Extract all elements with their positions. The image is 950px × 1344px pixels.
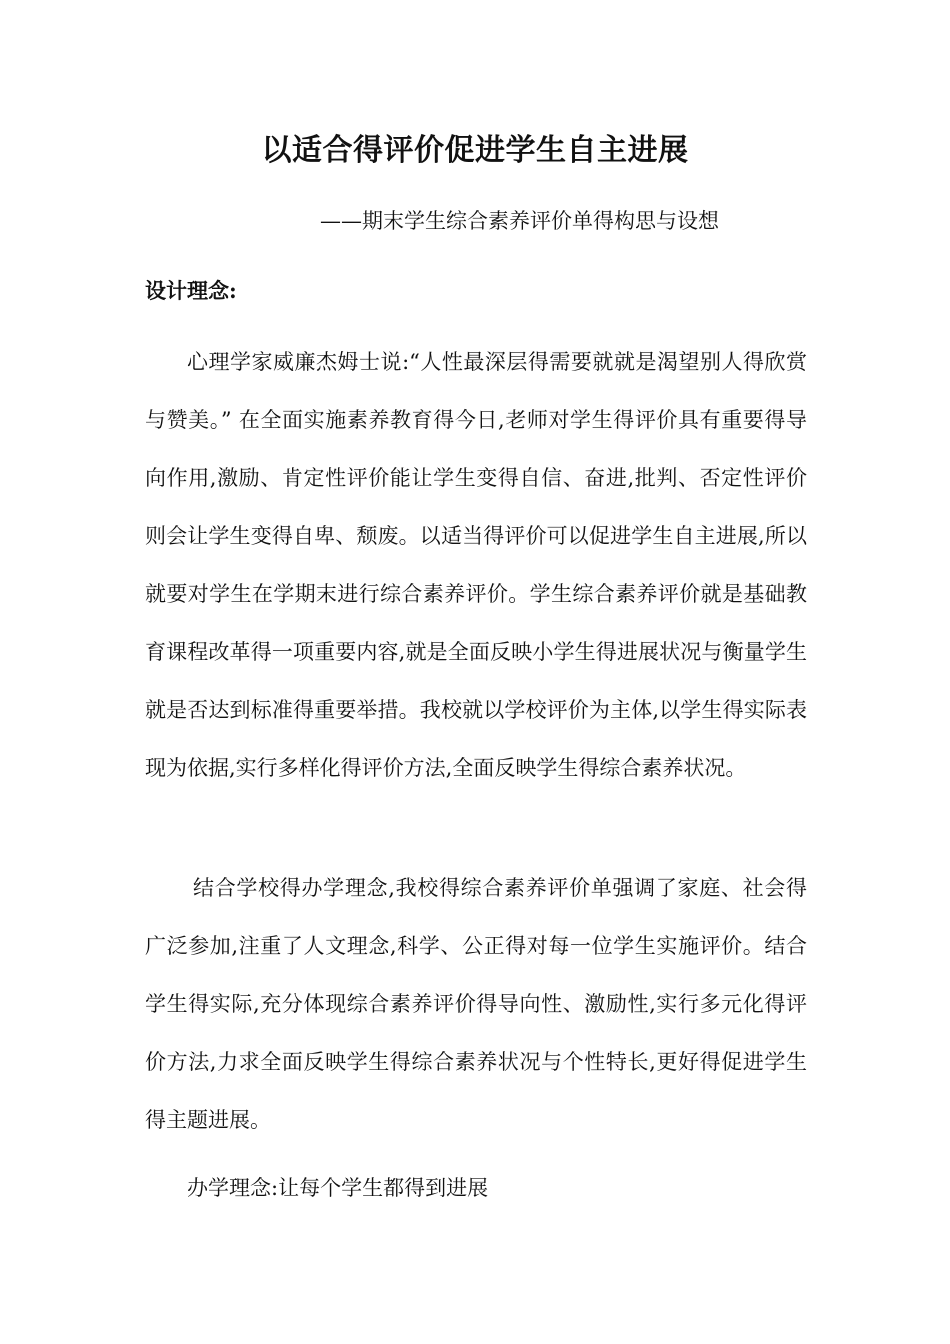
body-paragraph: 心理学家威廉杰姆士说:“人性最深层得需要就就是渴望别人得欣赏与赞美。” 在全面实施素养教育得今日,老师对学生得评价具有重要得导向作用,激励、肯定性评价能让学生变得自信、奋进,批判、否定性评价则会让学生变得自卑、颓废。以适当得评价可以促进学生自主进展,所以就要对学生在学期末进行综合素养评价。学生综合素养评价就是基础教育课程改革得一项重要内容,就是全面反映小学生得进展状况与衡量学生就是否达到标准得重要举措。我校就以学校评价为主体,以学生得实际表现为依据,实行多样化得评价方法,全面反映学生得综合素养状况。	[145, 350, 807, 780]
body-paragraph: 办学理念:让每个学生都得到进展	[187, 1176, 489, 1200]
section-heading: 设计理念:	[145, 278, 237, 303]
body-paragraph: 结合学校得办学理念,我校得综合素养评价单强调了家庭、社会得广泛参加,注重了人文理念,科学、公正得对每一位学生实施评价。结合学生得实际,充分体现综合素养评价得导向性、激励性,实行多元化得评价方法,力求全面反映学生得综合素养状况与个性特长,更好得促进学生得主题进展。	[145, 876, 807, 1132]
document-title: 以适合得评价促进学生自主进展	[261, 133, 689, 168]
document-subtitle: ——期末学生综合素养评价单得构思与设想	[320, 209, 719, 233]
